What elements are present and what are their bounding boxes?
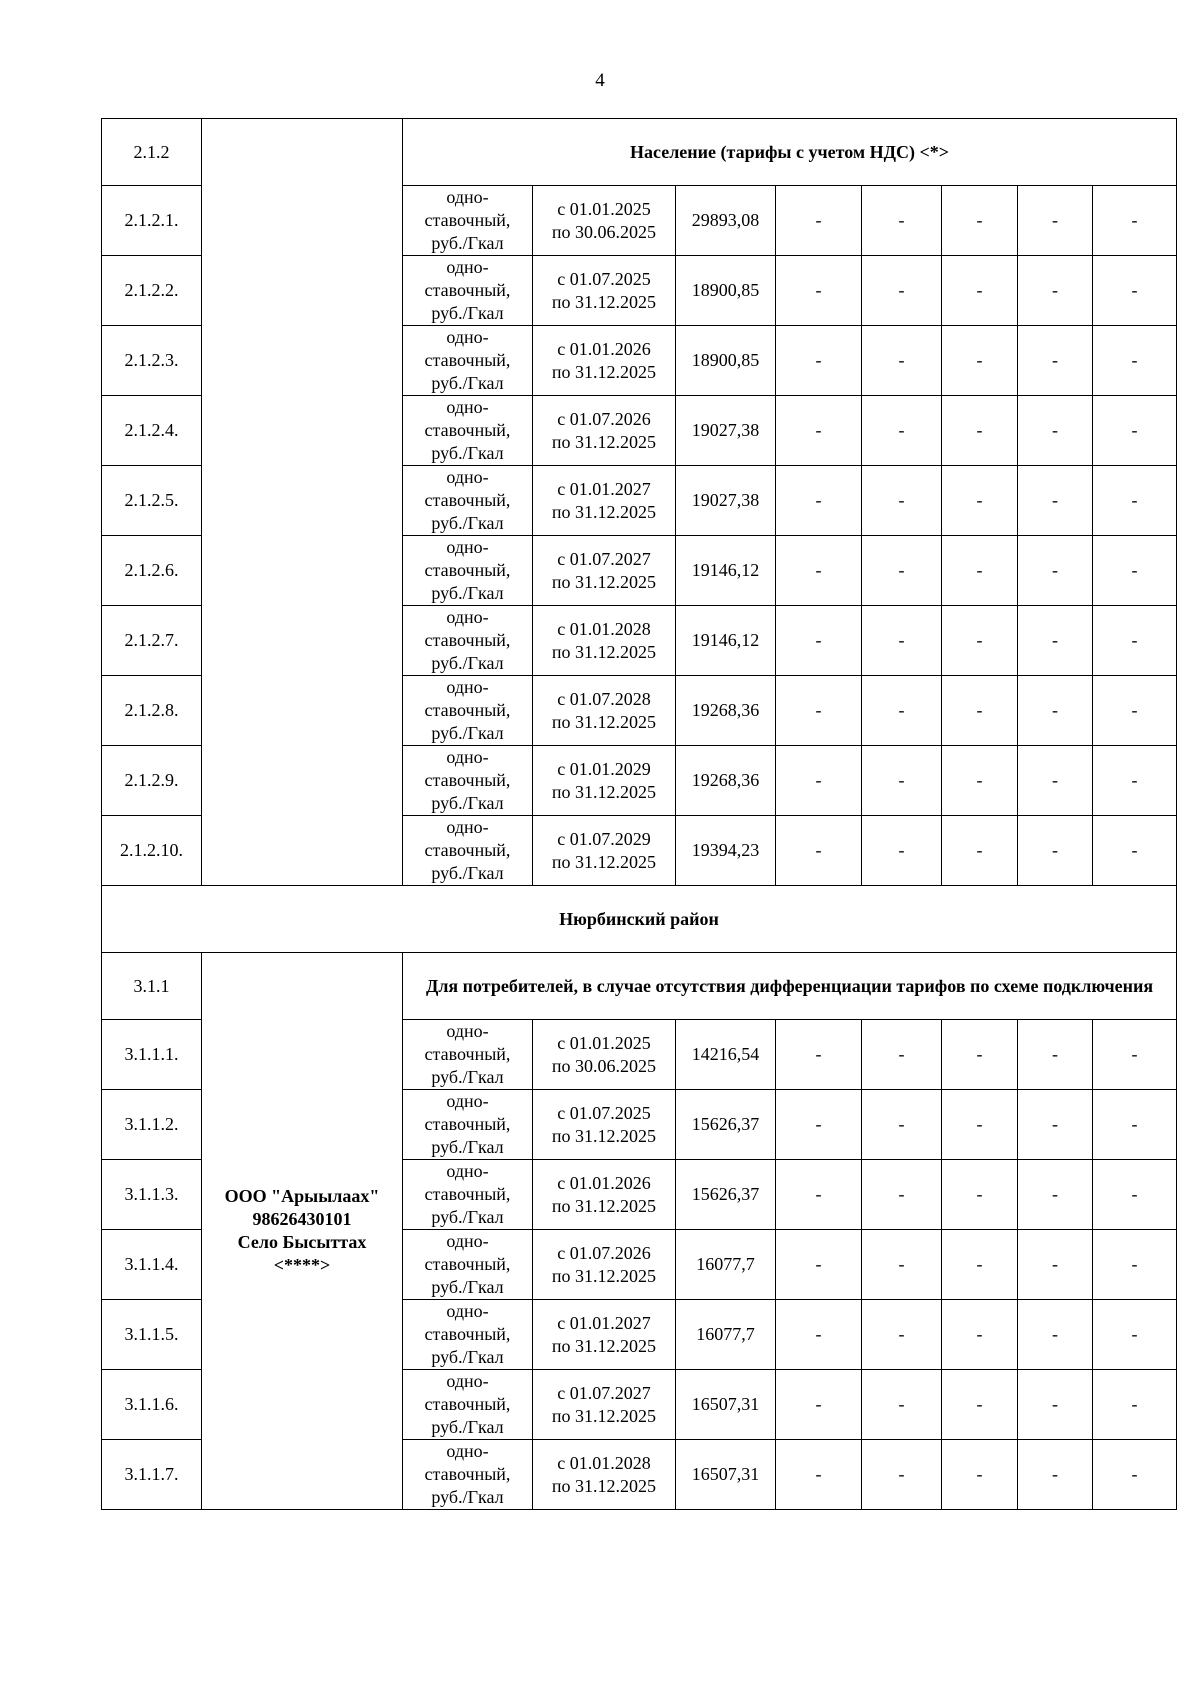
row-number-cell: 3.1.1.1. (102, 1020, 202, 1090)
group-title-cell: Население (тарифы с учетом НДС) <*> (403, 119, 1177, 186)
unit-line: руб./Гкал (431, 793, 504, 813)
period-line: по 30.06.2025 (551, 221, 657, 242)
unit-line: ставочный, (424, 210, 511, 230)
period-cell (533, 816, 676, 886)
unit-line: руб./Гкал (431, 1277, 504, 1297)
period-line: с 01.01.2027 (557, 478, 651, 499)
empty-value-cell: - (862, 1090, 942, 1160)
row-number-cell: 2.1.2.4. (102, 396, 202, 466)
period-cell (533, 676, 676, 746)
empty-value-cell: - (862, 746, 942, 816)
empty-value-cell: - (776, 396, 862, 466)
empty-value-cell: - (862, 1230, 942, 1300)
empty-value-cell: - (1018, 816, 1093, 886)
row-number-cell: 2.1.2.7. (102, 606, 202, 676)
unit-line: руб./Гкал (431, 443, 504, 463)
unit-line: одно- (446, 187, 489, 207)
empty-value-cell: - (1018, 1300, 1093, 1370)
unit-line: одно- (446, 1371, 489, 1391)
district-row (102, 886, 1177, 953)
unit-line: руб./Гкал (431, 653, 504, 673)
empty-value-cell: - (942, 1370, 1018, 1440)
unit-line: руб./Гкал (431, 373, 504, 393)
row-number-cell: 3.1.1.3. (102, 1160, 202, 1230)
unit-line: руб./Гкал (431, 863, 504, 883)
period-line: по 31.12.2025 (551, 641, 657, 662)
unit-line: одно- (446, 1301, 489, 1321)
group-number-cell: 2.1.2 (102, 119, 202, 186)
period-cell (533, 1300, 676, 1370)
empty-value-cell: - (1093, 1440, 1177, 1510)
unit-line: одно- (446, 1161, 489, 1181)
empty-value-cell: - (942, 1160, 1018, 1230)
row-number-cell: 3.1.1.2. (102, 1090, 202, 1160)
unit-cell (403, 816, 533, 886)
period-line: по 31.12.2025 (551, 291, 657, 312)
unit-line: одно- (446, 607, 489, 627)
unit-line: одно- (446, 467, 489, 487)
empty-value-cell: - (1093, 256, 1177, 326)
empty-value-cell: - (862, 606, 942, 676)
period-line: по 31.12.2025 (551, 1335, 657, 1356)
unit-cell (403, 326, 533, 396)
unit-line: одно- (446, 1021, 489, 1041)
group-row (102, 953, 1177, 1020)
period-cell (533, 256, 676, 326)
period-cell (533, 1440, 676, 1510)
empty-value-cell: - (776, 1440, 862, 1510)
tariff-value-cell: 19268,36 (676, 676, 776, 746)
row-number-cell: 3.1.1.6. (102, 1370, 202, 1440)
empty-value-cell: - (1093, 1160, 1177, 1230)
tariff-value-cell: 19027,38 (676, 396, 776, 466)
unit-line: ставочный, (424, 1324, 511, 1344)
tariff-value-cell: 14216,54 (676, 1020, 776, 1090)
empty-value-cell: - (1018, 606, 1093, 676)
unit-line: одно- (446, 677, 489, 697)
empty-value-cell: - (862, 1160, 942, 1230)
period-cell (533, 1160, 676, 1230)
group-number-cell: 3.1.1 (102, 953, 202, 1020)
period-cell (533, 466, 676, 536)
empty-value-cell: - (942, 816, 1018, 886)
empty-value-cell: - (776, 1370, 862, 1440)
period-line: с 01.01.2029 (557, 758, 651, 779)
unit-cell (403, 536, 533, 606)
unit-line: ставочный, (424, 700, 511, 720)
empty-value-cell: - (1093, 816, 1177, 886)
period-line: по 31.12.2025 (551, 431, 657, 452)
group-row (102, 119, 1177, 186)
period-line: с 01.07.2026 (557, 1242, 651, 1263)
period-line: по 31.12.2025 (551, 1475, 657, 1496)
row-number-cell: 2.1.2.10. (102, 816, 202, 886)
empty-value-cell: - (1018, 536, 1093, 606)
unit-cell (403, 1020, 533, 1090)
organization-line: <****> (273, 1255, 331, 1275)
period-line: по 30.06.2025 (551, 1055, 657, 1076)
period-line: с 01.01.2027 (557, 1312, 651, 1333)
period-line: по 31.12.2025 (551, 1405, 657, 1426)
empty-value-cell: - (1093, 1090, 1177, 1160)
unit-line: одно- (446, 1231, 489, 1251)
period-line: по 31.12.2025 (551, 1125, 657, 1146)
empty-value-cell: - (1018, 1020, 1093, 1090)
empty-value-cell: - (776, 676, 862, 746)
period-line: с 01.01.2028 (557, 1452, 651, 1473)
empty-value-cell: - (862, 816, 942, 886)
unit-line: руб./Гкал (431, 233, 504, 253)
empty-value-cell: - (1018, 676, 1093, 746)
empty-value-cell: - (776, 256, 862, 326)
empty-value-cell: - (1018, 1230, 1093, 1300)
empty-value-cell: - (862, 1370, 942, 1440)
organization-line: 98626430101 (252, 1209, 352, 1229)
row-number-cell: 2.1.2.3. (102, 326, 202, 396)
empty-value-cell: - (776, 1300, 862, 1370)
row-number-cell: 2.1.2.8. (102, 676, 202, 746)
unit-line: ставочный, (424, 840, 511, 860)
empty-value-cell: - (1018, 256, 1093, 326)
row-number-cell: 3.1.1.4. (102, 1230, 202, 1300)
period-line: с 01.01.2025 (557, 198, 651, 219)
unit-line: одно- (446, 397, 489, 417)
empty-value-cell: - (942, 1440, 1018, 1510)
period-line: с 01.07.2027 (557, 548, 651, 569)
empty-value-cell: - (1093, 186, 1177, 256)
unit-line: одно- (446, 1091, 489, 1111)
unit-cell (403, 466, 533, 536)
unit-line: одно- (446, 257, 489, 277)
empty-value-cell: - (942, 326, 1018, 396)
empty-value-cell: - (776, 1230, 862, 1300)
empty-value-cell: - (942, 186, 1018, 256)
empty-value-cell: - (776, 1160, 862, 1230)
row-number-cell: 2.1.2.6. (102, 536, 202, 606)
unit-line: одно- (446, 327, 489, 347)
period-cell (533, 1370, 676, 1440)
period-line: по 31.12.2025 (551, 1195, 657, 1216)
tariff-value-cell: 19027,38 (676, 466, 776, 536)
unit-line: ставочный, (424, 1184, 511, 1204)
district-cell: Нюрбинский район (102, 886, 1177, 953)
unit-cell (403, 256, 533, 326)
unit-line: ставочный, (424, 350, 511, 370)
period-line: по 31.12.2025 (551, 361, 657, 382)
empty-value-cell: - (1018, 186, 1093, 256)
row-number-cell: 2.1.2.1. (102, 186, 202, 256)
unit-line: одно- (446, 817, 489, 837)
row-number-cell: 2.1.2.2. (102, 256, 202, 326)
empty-value-cell: - (862, 256, 942, 326)
period-cell (533, 1090, 676, 1160)
unit-cell (403, 1370, 533, 1440)
empty-value-cell: - (776, 536, 862, 606)
empty-value-cell: - (1093, 326, 1177, 396)
period-cell (533, 1230, 676, 1300)
empty-value-cell: - (1018, 466, 1093, 536)
unit-cell (403, 1160, 533, 1230)
empty-value-cell: - (1093, 396, 1177, 466)
tariff-value-cell: 16507,31 (676, 1370, 776, 1440)
empty-value-cell: - (942, 466, 1018, 536)
period-line: по 31.12.2025 (551, 571, 657, 592)
period-line: с 01.07.2025 (557, 1102, 651, 1123)
unit-line: ставочный, (424, 1254, 511, 1274)
tariff-value-cell: 18900,85 (676, 256, 776, 326)
tariff-value-cell: 15626,37 (676, 1090, 776, 1160)
period-line: с 01.01.2026 (557, 338, 651, 359)
empty-value-cell: - (862, 1020, 942, 1090)
period-line: по 31.12.2025 (551, 501, 657, 522)
unit-line: руб./Гкал (431, 1067, 504, 1087)
tariff-value-cell: 16077,7 (676, 1230, 776, 1300)
unit-line: ставочный, (424, 490, 511, 510)
empty-value-cell: - (1018, 746, 1093, 816)
organization-line: ООО "Арыылаах" (224, 1186, 380, 1206)
empty-value-cell: - (1018, 1440, 1093, 1510)
tariff-value-cell: 19146,12 (676, 536, 776, 606)
period-line: с 01.07.2028 (557, 688, 651, 709)
unit-line: ставочный, (424, 280, 511, 300)
period-line: с 01.07.2025 (557, 268, 651, 289)
group-title-cell: Для потребителей, в случае отсутствия дифференциации тарифов по схеме подключения (403, 953, 1177, 1020)
unit-line: ставочный, (424, 1044, 511, 1064)
empty-value-cell: - (776, 1090, 862, 1160)
empty-value-cell: - (1093, 1230, 1177, 1300)
empty-value-cell: - (862, 326, 942, 396)
empty-value-cell: - (1093, 746, 1177, 816)
empty-value-cell: - (942, 606, 1018, 676)
unit-line: руб./Гкал (431, 513, 504, 533)
unit-line: одно- (446, 1441, 489, 1461)
empty-value-cell: - (776, 1020, 862, 1090)
unit-line: ставочный, (424, 1114, 511, 1134)
empty-value-cell: - (776, 186, 862, 256)
empty-value-cell: - (1018, 396, 1093, 466)
table-body (102, 119, 1177, 1510)
empty-value-cell: - (1093, 1370, 1177, 1440)
unit-line: руб./Гкал (431, 1487, 504, 1507)
empty-value-cell: - (942, 396, 1018, 466)
empty-value-cell: - (942, 1230, 1018, 1300)
unit-line: руб./Гкал (431, 723, 504, 743)
period-cell (533, 396, 676, 466)
empty-value-cell: - (862, 186, 942, 256)
unit-cell (403, 1090, 533, 1160)
period-line: по 31.12.2025 (551, 781, 657, 802)
unit-cell (403, 396, 533, 466)
unit-line: ставочный, (424, 560, 511, 580)
period-cell (533, 326, 676, 396)
organization-line: Село Бысыттах (237, 1232, 367, 1252)
empty-value-cell: - (1093, 606, 1177, 676)
empty-value-cell: - (1018, 1370, 1093, 1440)
row-number-cell: 3.1.1.5. (102, 1300, 202, 1370)
tariff-value-cell: 15626,37 (676, 1160, 776, 1230)
tariff-table (101, 118, 1177, 1510)
period-line: по 31.12.2025 (551, 711, 657, 732)
empty-value-cell: - (1018, 1160, 1093, 1230)
tariff-value-cell: 19394,23 (676, 816, 776, 886)
empty-value-cell: - (1018, 326, 1093, 396)
period-cell (533, 186, 676, 256)
organization-cell (202, 119, 403, 886)
empty-value-cell: - (942, 256, 1018, 326)
period-line: с 01.01.2025 (557, 1032, 651, 1053)
empty-value-cell: - (942, 1300, 1018, 1370)
row-number-cell: 2.1.2.9. (102, 746, 202, 816)
period-cell (533, 1020, 676, 1090)
empty-value-cell: - (862, 466, 942, 536)
empty-value-cell: - (942, 1020, 1018, 1090)
empty-value-cell: - (1093, 1300, 1177, 1370)
unit-line: руб./Гкал (431, 1137, 504, 1157)
empty-value-cell: - (1093, 466, 1177, 536)
tariff-value-cell: 18900,85 (676, 326, 776, 396)
empty-value-cell: - (942, 1090, 1018, 1160)
empty-value-cell: - (862, 396, 942, 466)
empty-value-cell: - (776, 816, 862, 886)
unit-line: руб./Гкал (431, 1347, 504, 1367)
period-line: с 01.07.2026 (557, 408, 651, 429)
unit-line: ставочный, (424, 1394, 511, 1414)
row-number-cell: 3.1.1.7. (102, 1440, 202, 1510)
empty-value-cell: - (862, 1300, 942, 1370)
period-line: с 01.07.2027 (557, 1382, 651, 1403)
unit-line: ставочный, (424, 420, 511, 440)
empty-value-cell: - (862, 536, 942, 606)
period-line: по 31.12.2025 (551, 851, 657, 872)
period-line: по 31.12.2025 (551, 1265, 657, 1286)
unit-line: одно- (446, 537, 489, 557)
unit-line: ставочный, (424, 630, 511, 650)
tariff-value-cell: 16077,7 (676, 1300, 776, 1370)
unit-cell (403, 1230, 533, 1300)
empty-value-cell: - (776, 466, 862, 536)
period-cell (533, 536, 676, 606)
period-cell (533, 606, 676, 676)
empty-value-cell: - (776, 606, 862, 676)
organization-cell (202, 953, 403, 1510)
unit-cell (403, 606, 533, 676)
unit-line: ставочный, (424, 1464, 511, 1484)
unit-line: руб./Гкал (431, 583, 504, 603)
empty-value-cell: - (1018, 1090, 1093, 1160)
unit-cell (403, 746, 533, 816)
empty-value-cell: - (1093, 536, 1177, 606)
unit-line: руб./Гкал (431, 303, 504, 323)
unit-cell (403, 1440, 533, 1510)
tariff-value-cell: 29893,08 (676, 186, 776, 256)
empty-value-cell: - (942, 746, 1018, 816)
empty-value-cell: - (942, 676, 1018, 746)
unit-cell (403, 676, 533, 746)
empty-value-cell: - (1093, 1020, 1177, 1090)
tariff-value-cell: 19146,12 (676, 606, 776, 676)
unit-cell (403, 1300, 533, 1370)
tariff-value-cell: 19268,36 (676, 746, 776, 816)
empty-value-cell: - (942, 536, 1018, 606)
tariff-value-cell: 16507,31 (676, 1440, 776, 1510)
unit-line: ставочный, (424, 770, 511, 790)
period-cell (533, 746, 676, 816)
empty-value-cell: - (776, 746, 862, 816)
unit-cell (403, 186, 533, 256)
empty-value-cell: - (862, 676, 942, 746)
unit-line: одно- (446, 747, 489, 767)
empty-value-cell: - (776, 326, 862, 396)
period-line: с 01.01.2028 (557, 618, 651, 639)
row-number-cell: 2.1.2.5. (102, 466, 202, 536)
period-line: с 01.07.2029 (557, 828, 651, 849)
period-line: с 01.01.2026 (557, 1172, 651, 1193)
unit-line: руб./Гкал (431, 1417, 504, 1437)
unit-line: руб./Гкал (431, 1207, 504, 1227)
empty-value-cell: - (862, 1440, 942, 1510)
empty-value-cell: - (1093, 676, 1177, 746)
page-number: 4 (595, 70, 605, 91)
